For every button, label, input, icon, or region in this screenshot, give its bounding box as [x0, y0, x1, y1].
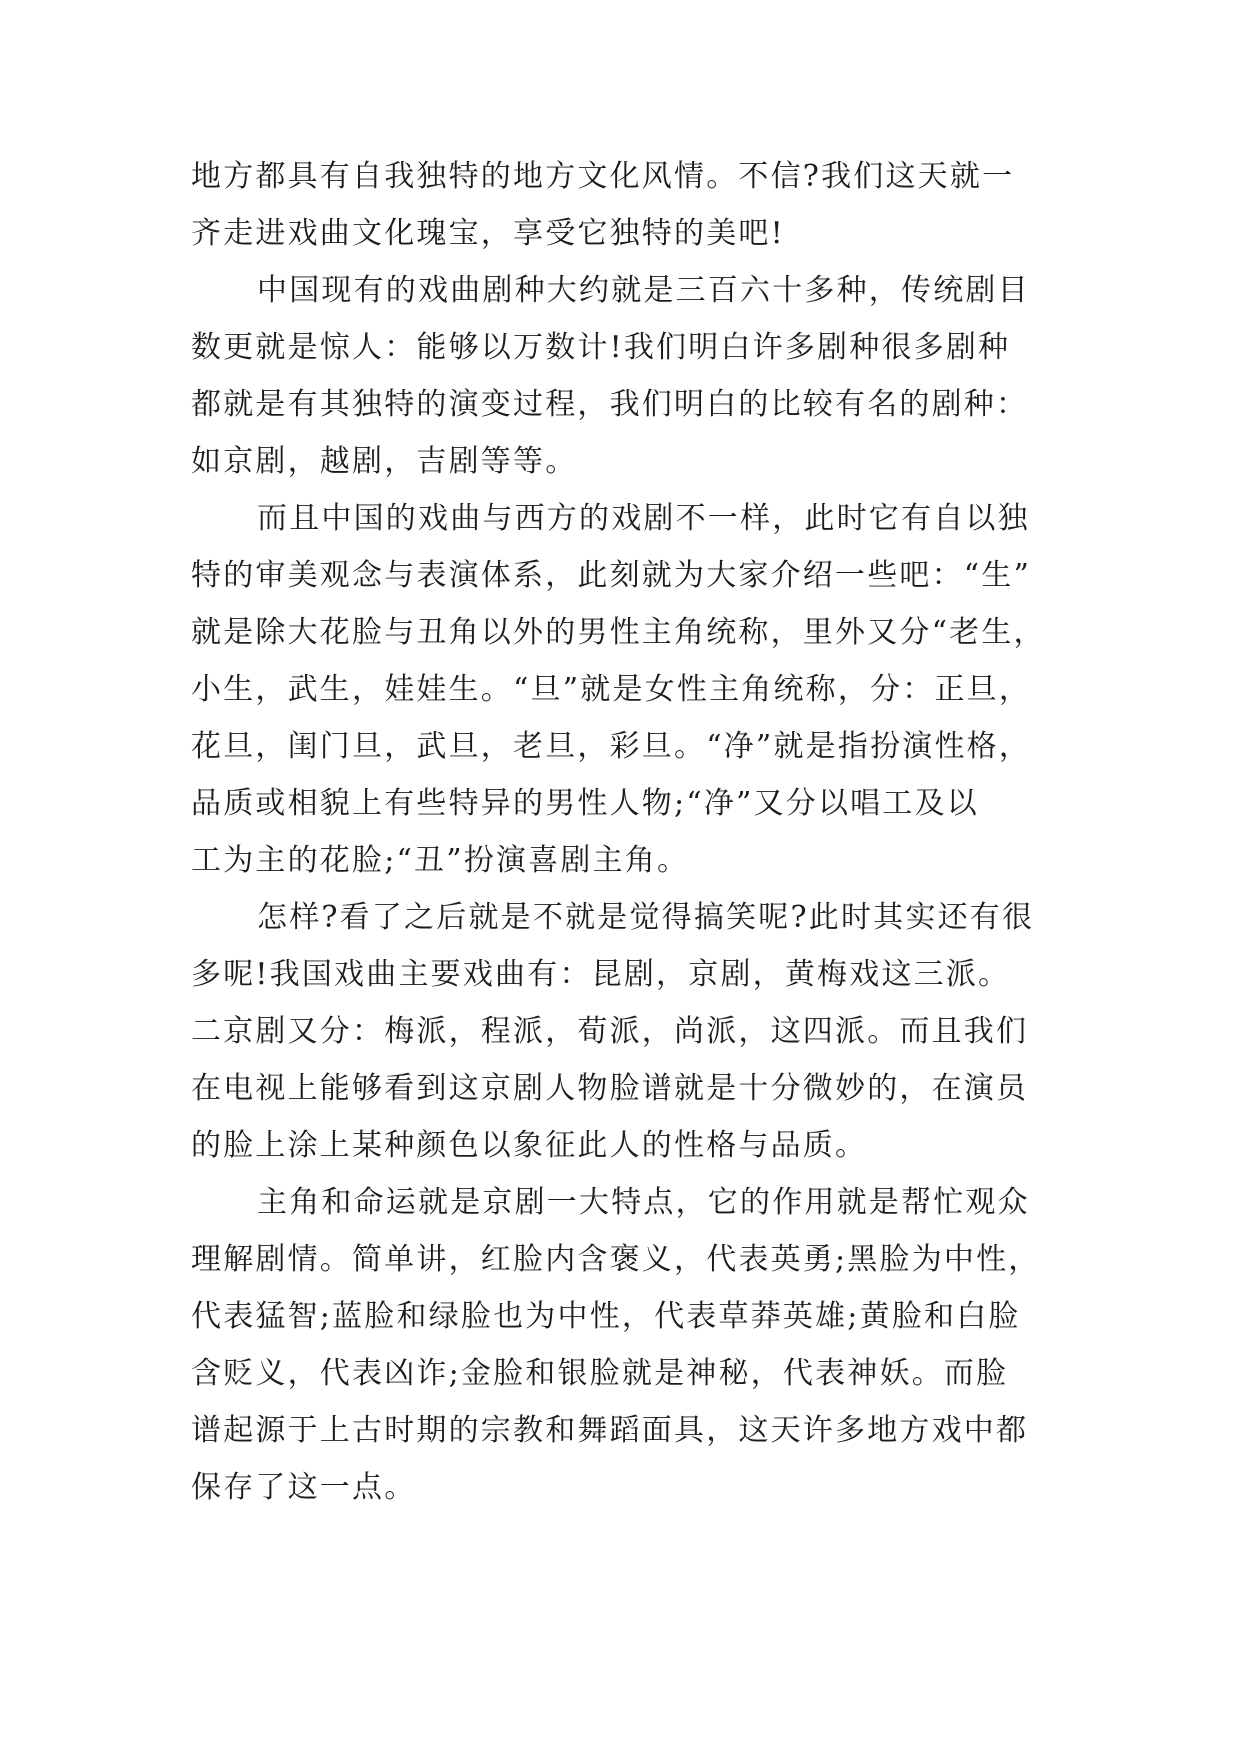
text-line: 多呢!我国戏曲主要戏曲有：昆剧，京剧，黄梅戏这三派。 — [191, 957, 1011, 992]
text-line: 中国现有的戏曲剧种大约就是三百六十多种，传统剧目 — [257, 273, 1030, 308]
paragraph-1 — [191, 148, 1051, 262]
text-line: 的脸上涂上某种颜色以象征此人的性格与品质。 — [191, 1128, 868, 1163]
text-line: 品质或相貌上有些特异的男性人物;“净”又分以唱工及以 — [191, 786, 979, 821]
text-line: 如京剧，越剧，吉剧等等。 — [191, 444, 578, 479]
text-line: 二京剧又分：梅派，程派，荀派，尚派，这四派。而且我们 — [191, 1014, 1029, 1049]
text-line: 数更就是惊人：能够以万数计!我们明白许多剧种很多剧种 — [191, 330, 1011, 365]
text-line: 理解剧情。简单讲，红脸内含褒义，代表英勇;黑脸为中性， — [191, 1242, 1041, 1277]
text-line: 小生，武生，娃娃生。“旦”就是女性主角统称，分：正旦， — [191, 672, 1032, 707]
paragraph-2 — [191, 262, 1051, 490]
text-line: 主角和命运就是京剧一大特点，它的作用就是帮忙观众 — [257, 1185, 1030, 1220]
text-line: 含贬义，代表凶诈;金脸和银脸就是神秘，代表神妖。而脸 — [191, 1356, 1009, 1391]
text-line: 保存了这一点。 — [191, 1470, 417, 1505]
document-body — [191, 148, 1051, 1516]
text-line: 就是除大花脸与丑角以外的男性主角统称，里外又分“老生， — [191, 615, 1046, 650]
paragraph-4 — [191, 889, 1051, 1174]
text-line: 在电视上能够看到这京剧人物脸谱就是十分微妙的，在演员 — [191, 1071, 1029, 1106]
text-line: 花旦，闺门旦，武旦，老旦，彩旦。“净”就是指扮演性格， — [191, 729, 1032, 764]
text-line: 齐走进戏曲文化瑰宝，享受它独特的美吧! — [191, 216, 785, 251]
text-line: 而且中国的戏曲与西方的戏剧不一样，此时它有自以独 — [257, 501, 1030, 536]
text-line: 工为主的花脸;“丑”扮演喜剧主角。 — [191, 843, 690, 878]
text-line: 怎样?看了之后就是不就是觉得搞笑呢?此时其实还有很 — [257, 900, 1035, 935]
text-line: 地方都具有自我独特的地方文化风情。不信?我们这天就一 — [191, 159, 1015, 194]
text-line: 谱起源于上古时期的宗教和舞蹈面具，这天许多地方戏中都 — [191, 1413, 1029, 1448]
text-line: 代表猛智;蓝脸和绿脸也为中性，代表草莽英雄;黄脸和白脸 — [191, 1299, 1021, 1334]
text-line: 都就是有其独特的演变过程，我们明白的比较有名的剧种： — [191, 387, 1029, 422]
paragraph-3 — [191, 490, 1051, 889]
paragraph-5 — [191, 1174, 1051, 1516]
text-line: 特的审美观念与表演体系，此刻就为大家介绍一些吧：“生” — [191, 558, 1032, 593]
